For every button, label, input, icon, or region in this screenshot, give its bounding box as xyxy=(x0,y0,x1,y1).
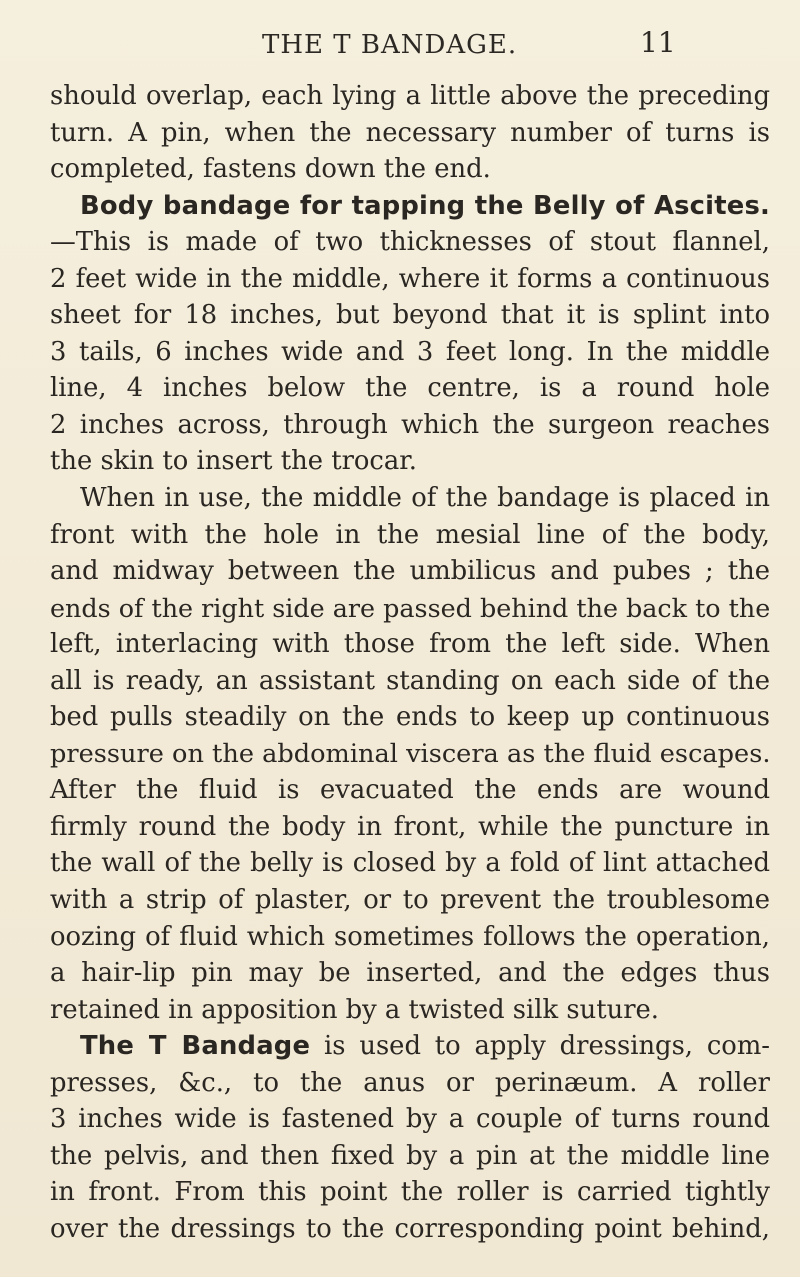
line-text: 2 feet wide in the middle, where it forms a continuous xyxy=(50,263,770,294)
line-text: pressure on the abdominal viscera as the fluid escapes. xyxy=(50,738,771,769)
text-line xyxy=(50,699,770,736)
text-line xyxy=(50,809,770,846)
text-line xyxy=(50,736,770,773)
line-text: 3 tails, 6 inches wide and 3 feet long. In the middle xyxy=(50,336,770,367)
text-line xyxy=(50,553,770,590)
line-text: firmly round the body in front, while the puncture in xyxy=(50,811,770,842)
text-line xyxy=(50,1138,770,1175)
line-text: After the fluid is evacuated the ends are wound xyxy=(50,775,770,806)
text-line xyxy=(50,1174,770,1211)
line-text: with a strip of plaster, or to prevent the troublesome xyxy=(50,885,770,916)
line-text: the pelvis, and then fixed by a pin at the middle line xyxy=(50,1140,770,1171)
line-text: completed, fastens down the end. xyxy=(50,154,491,185)
text-line xyxy=(50,772,770,809)
text-line xyxy=(50,845,770,882)
section-heading-line xyxy=(50,1028,770,1065)
line-text: oozing of fluid which sometimes follows the operation, xyxy=(50,921,770,952)
running-head-title: THE T BANDAGE. xyxy=(262,30,518,60)
text-line xyxy=(50,955,770,992)
line-text: all is ready, an assistant standing on each side of the xyxy=(50,665,770,696)
text-line xyxy=(50,1065,770,1102)
text-line xyxy=(50,480,770,517)
line-text: front with the hole in the mesial line of the body, xyxy=(50,519,770,550)
line-text: ends of the right side are passed behind the back to the xyxy=(50,592,771,623)
text-line xyxy=(50,1101,770,1138)
line-text: presses, &c., to the anus or perinæum. A roller xyxy=(50,1067,770,1098)
running-head xyxy=(0,26,800,66)
line-text: turn. A pin, when the necessary number of turns is xyxy=(50,117,770,148)
section-heading-line xyxy=(50,188,770,225)
text-line xyxy=(50,992,770,1029)
page-number: 11 xyxy=(640,26,676,59)
body-text xyxy=(50,78,770,1248)
text-line xyxy=(50,882,770,919)
line-text: bed pulls steadily on the ends to keep up continuous xyxy=(50,702,770,733)
line-text: a hair-lip pin may be inserted, and the edges thus xyxy=(50,958,770,989)
line-text: and midway between the umbilicus and pubes ; the xyxy=(50,556,770,587)
text-line xyxy=(50,78,770,115)
text-line xyxy=(50,261,770,298)
line-text: When in use, the middle of the bandage is placed in xyxy=(80,483,770,514)
text-line xyxy=(50,1211,770,1248)
line-text: over the dressings to the corresponding point behind, xyxy=(50,1213,770,1244)
text-line xyxy=(50,626,770,663)
text-line xyxy=(50,297,770,334)
text-line xyxy=(50,407,770,444)
line-text: should overlap, each lying a little above the preceding xyxy=(50,81,770,111)
text-line xyxy=(50,334,770,371)
line-text: sheet for 18 inches, but beyond that it is splint into xyxy=(50,300,770,331)
text-line xyxy=(50,443,770,480)
text-line xyxy=(50,663,770,700)
text-line xyxy=(50,590,770,627)
line-text: is used to apply dressings, com- xyxy=(310,1031,771,1062)
line-text: in front. From this point the roller is carried tightly xyxy=(50,1177,770,1208)
section-heading: Body bandage for tapping the Belly of Ascites. xyxy=(80,190,770,221)
text-line xyxy=(50,919,770,956)
text-line xyxy=(50,370,770,407)
text-line xyxy=(50,151,770,188)
text-line xyxy=(50,224,770,261)
line-text: retained in apposition by a twisted silk suture. xyxy=(50,994,659,1025)
line-text: the skin to insert the trocar. xyxy=(50,446,417,477)
line-text: 2 inches across, through which the surgeon reaches xyxy=(50,409,770,440)
line-text: the wall of the belly is closed by a fold of lint attached xyxy=(50,848,770,879)
text-line xyxy=(50,115,770,152)
line-text: —This is made of two thicknesses of stout flannel, xyxy=(50,227,770,258)
line-text: 3 inches wide is fastened by a couple of turns round xyxy=(50,1104,770,1135)
line-text: left, interlacing with those from the left side. When xyxy=(50,629,770,660)
section-heading: The T Bandage xyxy=(80,1031,311,1062)
line-text: line, 4 inches below the centre, is a round hole xyxy=(50,373,770,404)
text-line xyxy=(50,517,770,554)
